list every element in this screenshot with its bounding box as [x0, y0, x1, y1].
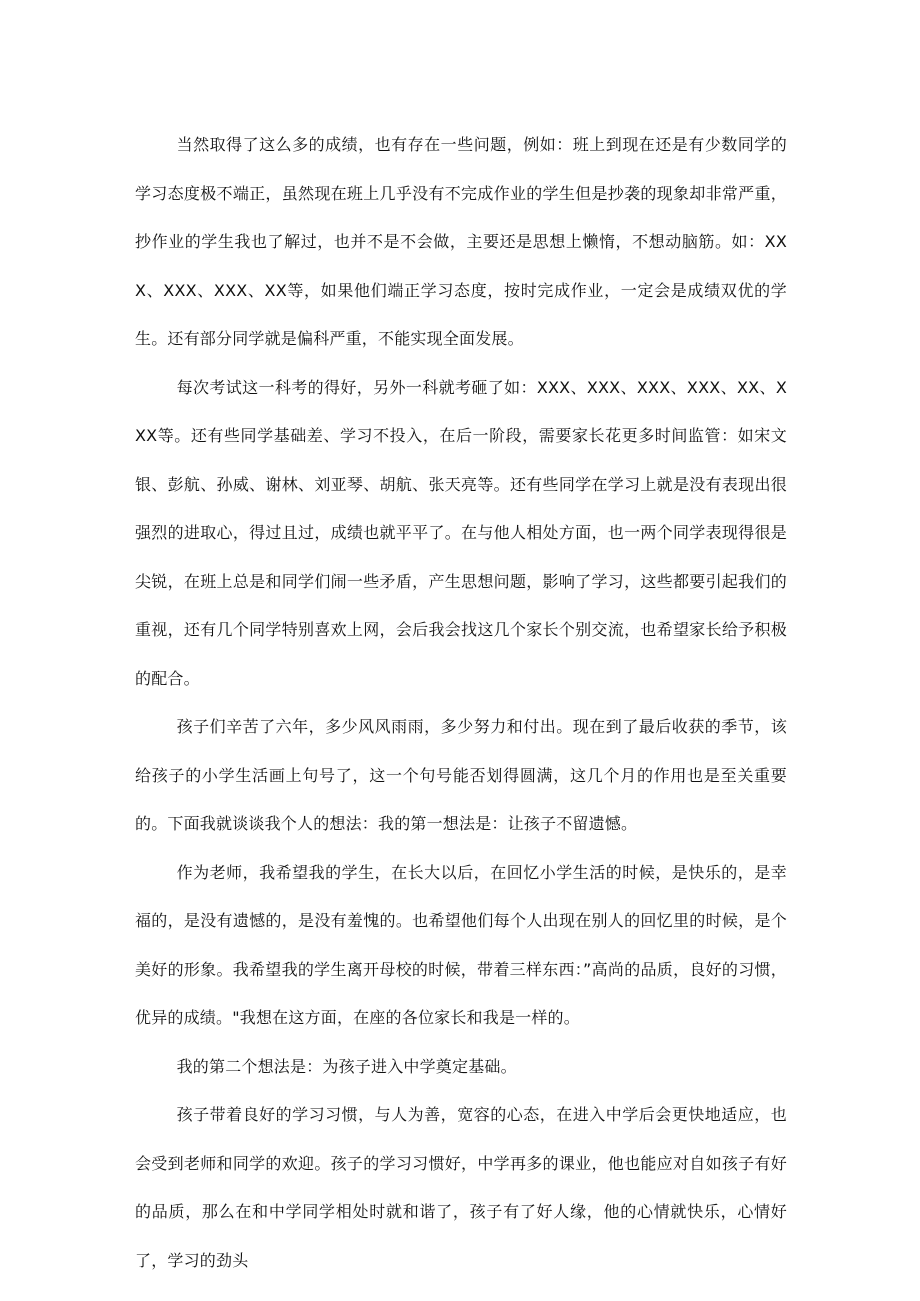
document-body	[135, 121, 787, 1285]
paragraph-middle-school: 孩子带着良好的学习习惯，与人为善，宽容的心态，在进入中学后会更快地适应，也会受到老师和同学的欢迎。孩子的学习习惯好，中学再多的课业，他也能应对自如孩子有好的品质，那么在和中学同学相处时就和谐了，孩子有了好人缘，他的心情就快乐，心情好了，学习的劲头	[135, 1105, 787, 1270]
paragraph-second-idea: 我的第二个想法是：为孩子进入中学奠定基础。	[176, 1056, 517, 1076]
paragraph-exam-results: 每次考试这一科考的得好，另外一科就考砸了如：XXX、XXX、XXX、XXX、XX、XXX等。还有些同学基础差、学习不投入，在后一阶段，需要家长花更多时间监管：如宋文银、彭航、孙威、谢林、刘亚琴、胡航、张天亮等。还有些同学在学习上就是没有表现出很强烈的进取心，得过且过，成绩也就平平了。在与他人相处方面，也一两个同学表现得很是尖锐，在班上总是和同学们闹一些矛盾，产生思想问题，影响了学习，这些都要引起我们的重视，还有几个同学特别喜欢上网，会后我会找这几个家长个别交流，也希望家长给予积极的配合。	[135, 377, 787, 688]
paragraph-first-idea: 孩子们辛苦了六年，多少风风雨雨，多少努力和付出。现在到了最后收获的季节，该给孩子的小学生活画上句号了，这一个句号能否划得圆满，这几个月的作用也是至关重要的。下面我就谈谈我个人的想法：我的第一想法是：让孩子不留遗憾。	[135, 717, 787, 833]
paragraph-problems: 当然取得了这么多的成绩，也有存在一些问题，例如：班上到现在还是有少数同学的学习态度极不端正，虽然现在班上几乎没有不完成作业的学生但是抄袭的现象却非常严重，抄作业的学生我也了解过，也并不是不会做，主要还是思想上懒惰，不想动脑筋。如：XXX、XXX、XXX、XX等，如果他们端正学习态度，按时完成作业，一定会是成绩双优的学生。还有部分同学就是偏科严重，不能实现全面发展。	[135, 135, 787, 348]
paragraph-teacher-hope: 作为老师，我希望我的学生，在长大以后，在回忆小学生活的时候，是快乐的，是幸福的，是没有遗憾的，是没有羞愧的。也希望他们每个人出现在别人的回忆里的时候，是个美好的形象。我希望我的学生离开母校的时候，带着三样东西：”高尚的品质，良好的习惯，优异的成绩。"我想在这方面，在座的各位家长和我是一样的。	[135, 862, 787, 1027]
